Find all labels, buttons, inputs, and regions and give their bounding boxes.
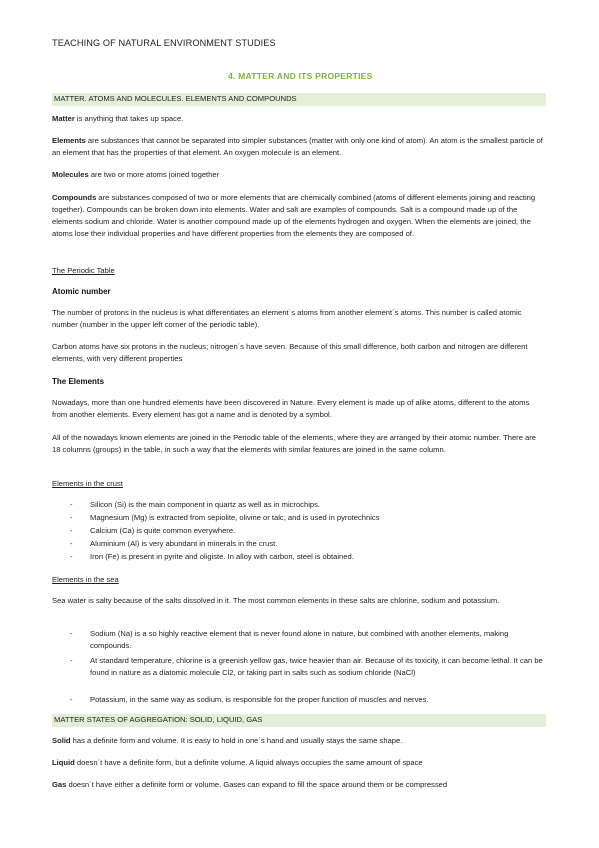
list-dash: -	[70, 629, 73, 638]
matter-text: is anything that takes up space.	[74, 114, 184, 123]
list-item-text: Iron (Fe) is present in pyrite and oligiste. In alloy with carbon, steel is obtained.	[90, 552, 354, 561]
chapter-title: 4. MATTER AND ITS PROPERTIES	[228, 71, 373, 81]
list-item-text: Calcium (Ca) is quite common everywhere.	[90, 526, 236, 535]
list-dash: -	[70, 695, 73, 704]
list-dash: -	[70, 539, 73, 548]
list-item	[70, 499, 544, 511]
solid-text: has a definite form and volume. It is easy to hold in one´s hand and usually stays the same shape.	[70, 736, 403, 745]
list-item	[70, 538, 544, 550]
term-compounds: Compounds	[52, 193, 97, 202]
elements-definition	[52, 135, 546, 159]
term-elements: Elements	[52, 136, 86, 145]
atomic-number-heading: Atomic number	[52, 287, 111, 296]
periodic-table-heading: The Periodic Table	[52, 266, 115, 275]
compounds-text: are substances composed of two or more elements that are chemically combined (atoms of different elements joining and reacting together). Compounds can be broken down into elements. Water and salt are examples of compounds. Salt is a compound made up of the elements sodium and chloride. Water is another compound made up of the elements hydrogen and oxygen. When the elements are joined, the atoms lose their individual properties and have different properties from the elements they are composed of.	[52, 193, 536, 239]
list-item	[70, 551, 544, 563]
list-item	[70, 655, 544, 679]
list-dash: -	[70, 656, 73, 665]
elements-paragraph-2: All of the nowadays known elements are joined in the Periodic table of the elements, where they are arranged by their atomic number. There are 18 columns (groups) in the table, in such a way that the elements with similar features are joined in the same column.	[52, 433, 537, 455]
list-item-text: Potassium, in the same way as sodium, is responsible for the proper function of muscles and nerves.	[90, 695, 429, 704]
molecules-text: are two or more atoms joined together	[88, 170, 220, 179]
compounds-definition	[52, 192, 546, 240]
term-molecules: Molecules	[52, 170, 89, 179]
solid-definition	[52, 735, 546, 747]
molecules-definition	[52, 169, 546, 181]
list-item-text: Magnesium (Mg) is extracted from sepiolite, olivine or talc, and is used in pyrotechnics	[90, 513, 380, 522]
list-item	[70, 525, 544, 537]
list-dash: -	[70, 526, 73, 535]
term-solid: Solid	[52, 736, 71, 745]
list-item-text: At standard temperature, chlorine is a greenish yellow gas, twice heavier than air. Because of its toxicity, it can become lethal. It can be found in nature as a diatomic molecule Cl2, or taking part in salts such as sodium chloride (NaCl)	[90, 656, 543, 678]
list-dash: -	[70, 552, 73, 561]
elements-paragraph-1: Nowadays, more than one hundred elements have been discovered in Nature. Every element is made up of alike atoms, different to the atoms from another elements. Every element has got a name and is denoted by a symbol.	[52, 398, 530, 420]
section-band-matter	[52, 93, 546, 106]
term-matter: Matter	[52, 114, 75, 123]
list-item-text: Silicon (Si) is the main component in quartz as well as in microchips.	[90, 500, 321, 509]
gas-text: doesn´t have either a definite form or volume. Gases can expand to fill the space around them or be compressed	[66, 780, 448, 789]
section-band-states	[52, 714, 546, 727]
liquid-definition	[52, 757, 546, 769]
crust-heading: Elements in the crust	[52, 479, 123, 488]
elements-text: are substances that cannot be separated into simpler substances (matter with only one kind of atom). An atom is the smallest particle of an element that has the properties of that element. An oxygen molecule is an element.	[52, 136, 543, 158]
term-gas: Gas	[52, 780, 67, 789]
gas-definition	[52, 779, 546, 791]
section-band-label: MATTER STATES OF AGGREGATION: SOLID, LIQUID, GAS	[54, 715, 263, 724]
term-liquid: Liquid	[52, 758, 75, 767]
liquid-text: doesn´t have a definite form, but a definite volume. A liquid always occupies the same amount of space	[74, 758, 423, 767]
sea-paragraph: Sea water is salty because of the salts dissolved in it. The most common elements in these salts are chlorine, sodium and potassium.	[52, 596, 500, 605]
sea-heading: Elements in the sea	[52, 575, 119, 584]
list-item	[70, 694, 544, 706]
section-band-label: MATTER. ATOMS AND MOLECULES. ELEMENTS AND COMPOUNDS	[54, 94, 297, 103]
list-item	[70, 628, 544, 652]
list-dash: -	[70, 500, 73, 509]
list-item	[70, 512, 544, 524]
atomic-number-paragraph-2: Carbon atoms have six protons in the nucleus; nitrogen´s have seven. Because of this small difference, both carbon and nitrogen are different elements, with very different properties	[52, 342, 528, 364]
list-item-text: Sodium (Na) is a so highly reactive element that is never found alone in nature, but combined with another elements, making compounds.	[90, 629, 509, 651]
matter-definition	[52, 113, 546, 125]
list-dash: -	[70, 513, 73, 522]
atomic-number-paragraph-1: The number of protons in the nucleus is what differentiates an element´s atoms from another element´s atoms. This number is called atomic number (number in the upper left corner of the periodic table).	[52, 308, 522, 330]
the-elements-heading: The Elements	[52, 377, 105, 386]
running-header: TEACHING OF NATURAL ENVIRONMENT STUDIES	[52, 38, 276, 48]
list-item-text: Aluminium (Al) is very abundant in minerals in the crust.	[90, 539, 278, 548]
